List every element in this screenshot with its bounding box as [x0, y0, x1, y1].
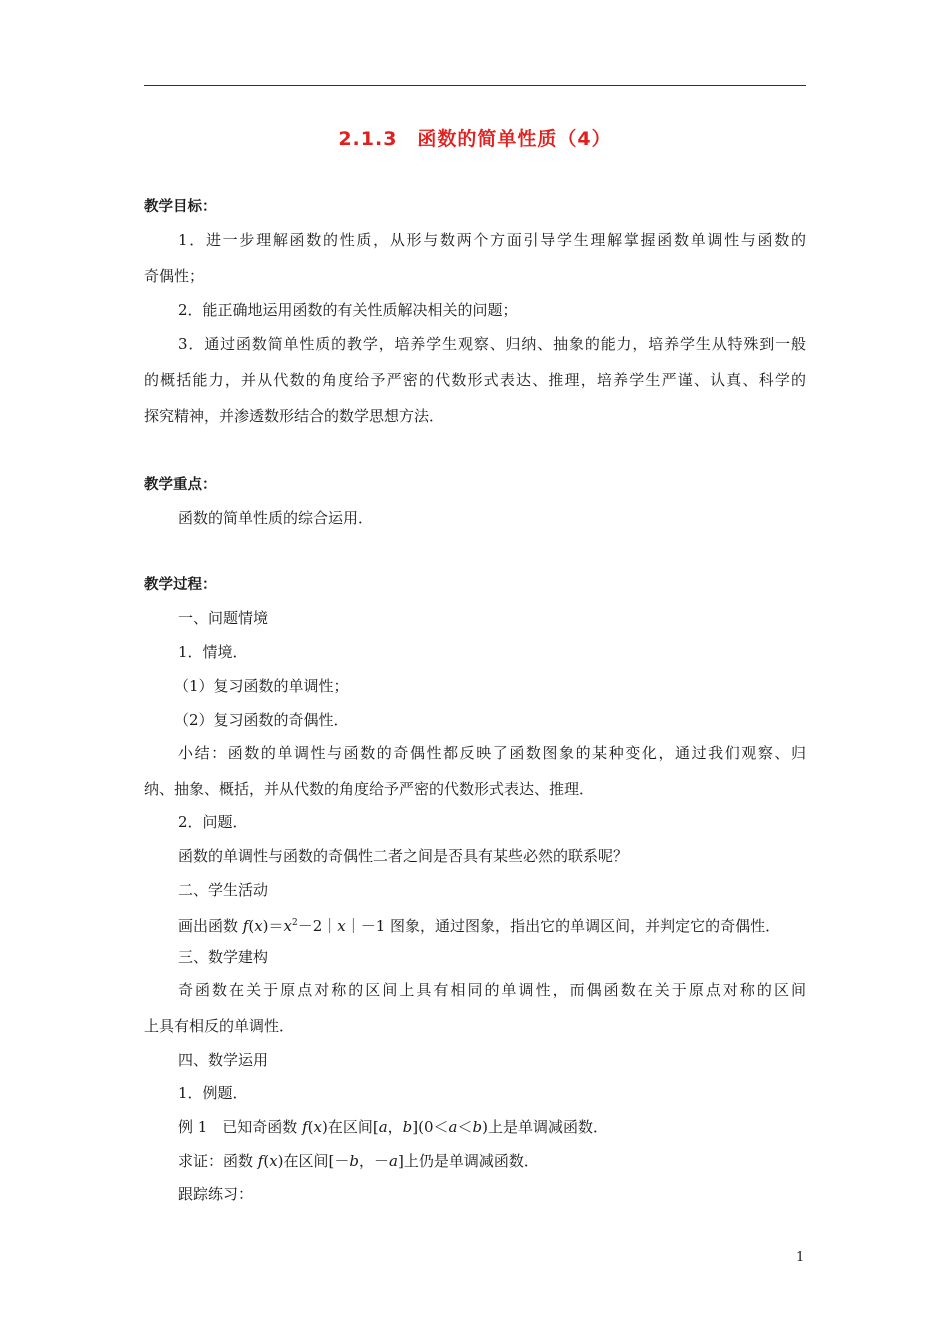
section-1-item-1: 1．情境． — [178, 643, 248, 661]
goals-heading: 教学目标： — [144, 199, 217, 215]
process-heading: 教学过程： — [144, 577, 217, 593]
page-title: 2.1.3 函数的简单性质（4） — [338, 128, 612, 150]
section-2-heading: 二、学生活动 — [178, 881, 269, 899]
summary-line-2: 纳、抽象、概括，并从代数的角度给予严密的代数形式表达、推理． — [144, 780, 595, 798]
goal-item-3-line-1: 3．通过函数简单性质的教学，培养学生观察、归纳、抽象的能力，培养学生从特殊到一般 — [178, 335, 806, 353]
goal-item-1-line-2: 奇偶性； — [144, 267, 205, 285]
section-1-item-2: 2．问题． — [178, 813, 248, 831]
section-4-item-1: 1．例题． — [178, 1084, 248, 1102]
section-1-sub-2: （2）复习函数的奇偶性． — [174, 711, 349, 729]
key-point-heading: 教学重点： — [144, 477, 217, 493]
construct-line-1: 奇函数在关于原点对称的区间上具有相同的单调性，而偶函数在关于原点对称的区间 — [178, 981, 806, 999]
goal-item-3-line-3: 探究精神，并渗透数形结合的数学思想方法． — [144, 407, 445, 425]
goal-item-3-line-2: 的概括能力，并从代数的角度给予严密的代数形式表达、推理，培养学生严谨、认真、科学的 — [144, 371, 806, 389]
practice-heading: 跟踪练习： — [178, 1185, 254, 1203]
key-point-text: 函数的简单性质的综合运用． — [178, 509, 374, 527]
section-3-heading: 三、数学建构 — [178, 948, 269, 966]
section-1-heading: 一、问题情境 — [178, 609, 269, 627]
goal-item-1-line-1: 1．进一步理解函数的性质，从形与数两个方面引导学生理解掌握函数单调性与函数的 — [178, 231, 806, 249]
section-4-heading: 四、数学运用 — [178, 1051, 269, 1069]
construct-line-2: 上具有相反的单调性． — [144, 1017, 295, 1035]
section-1-sub-1: （1）复习函数的单调性； — [174, 677, 349, 695]
example-1: 例 1 已知奇函数 f(x)在区间[a，b](0＜a＜b)上是单调减函数． — [178, 1118, 608, 1136]
goal-item-2: 2．能正确地运用函数的有关性质解决相关的问题； — [178, 301, 518, 319]
header-rule — [144, 85, 806, 86]
question-text: 函数的单调性与函数的奇偶性二者之间是否具有某些必然的联系呢？ — [178, 847, 629, 865]
summary-line-1: 小结：函数的单调性与函数的奇偶性都反映了函数图象的某种变化，通过我们观察、归 — [178, 744, 806, 762]
proof-statement: 求证：函数 f(x)在区间[－b，－a]上仍是单调减函数． — [178, 1152, 539, 1170]
page-number: 1 — [796, 1250, 805, 1265]
activity-text: 画出函数 $f(x)=x^2-2|x|-1$ 图象，通过图象，指出它的单调区间，并判定它的奇偶性． — [178, 917, 781, 935]
